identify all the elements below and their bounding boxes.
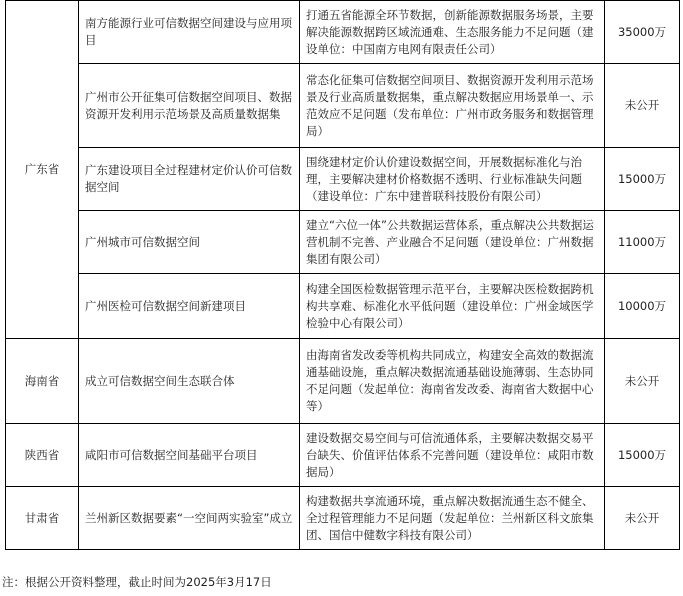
description-cell: 构建全国医检数据管理示范平台，主要解决医检数据跨机构共享难、标准化水平低问题（建设单位：广州金域医学检验中心有限公司）	[300, 274, 605, 339]
province-cell: 海南省	[6, 339, 79, 424]
amount-cell: 15000万	[605, 424, 680, 487]
amount-cell: 35000万	[605, 1, 680, 64]
table-row	[6, 487, 680, 550]
project-cell: 广州城市可信数据空间	[79, 211, 300, 274]
description-cell: 由海南省发改委等机构共同成立，构建安全高效的数据流通基础设施，重点解决数据流通基础设施薄弱、生态协同不足问题（发起单位：海南省发改委、海南省大数据中心等）	[300, 339, 605, 424]
table-row	[6, 148, 680, 211]
project-cell: 成立可信数据空间生态联合体	[79, 339, 300, 424]
project-cell: 广州市公开征集可信数据空间项目、数据资源开发利用示范场景及高质量数据集	[79, 64, 300, 148]
amount-cell: 未公开	[605, 339, 680, 424]
table-row	[6, 274, 680, 339]
description-cell: 围绕建材定价认价建设数据空间，开展数据标准化与治理，主要解决建材价格数据不透明、行业标准缺失问题（建设单位：广东中建普联科技股份有限公司）	[300, 148, 605, 211]
project-cell: 咸阳市可信数据空间基础平台项目	[79, 424, 300, 487]
description-cell: 打通五省能源全环节数据，创新能源数据服务场景，主要解决能源数据跨区域流通难、生态服务能力不足问题（建设单位：中国南方电网有限责任公司）	[300, 1, 605, 64]
table-row	[6, 339, 680, 424]
project-cell: 广东建设项目全过程建材定价认价可信数据空间	[79, 148, 300, 211]
projects-table	[5, 0, 680, 550]
table-row	[6, 64, 680, 148]
table-row	[6, 211, 680, 274]
description-cell: 构建数据共享流通环境，重点解决数据流通生态不健全、全过程管理能力不足问题（发起单位：兰州新区科文旅集团、国信中健数字科技有限公司）	[300, 487, 605, 550]
table-row	[6, 1, 680, 64]
amount-cell: 未公开	[605, 64, 680, 148]
table-row	[6, 424, 680, 487]
amount-cell: 11000万	[605, 211, 680, 274]
description-cell: 建立“六位一体”公共数据运营体系，重点解决公共数据运营机制不完善、产业融合不足问题（建设单位：广州数据集团有限公司）	[300, 211, 605, 274]
project-cell: 广州医检可信数据空间新建项目	[79, 274, 300, 339]
province-cell: 陕西省	[6, 424, 79, 487]
province-cell: 甘肃省	[6, 487, 79, 550]
description-cell: 常态化征集可信数据空间项目、数据资源开发利用示范场景及行业高质量数据集，重点解决数据应用场景单一、示范效应不足问题（发布单位：广州市政务服务和数据管理局）	[300, 64, 605, 148]
project-cell: 南方能源行业可信数据空间建设与应用项目	[79, 1, 300, 64]
province-cell: 广东省	[6, 1, 79, 339]
amount-cell: 未公开	[605, 487, 680, 550]
amount-cell: 15000万	[605, 148, 680, 211]
description-cell: 建设数据交易空间与可信流通体系，主要解决数据交易平台缺失、价值评估体系不完善问题（建设单位：咸阳市数据局）	[300, 424, 605, 487]
project-cell: 兰州新区数据要素“一空间两实验室”成立	[79, 487, 300, 550]
amount-cell: 10000万	[605, 274, 680, 339]
footnote: 注：根据公开资料整理，截止时间为2025年3月17日	[2, 575, 272, 589]
